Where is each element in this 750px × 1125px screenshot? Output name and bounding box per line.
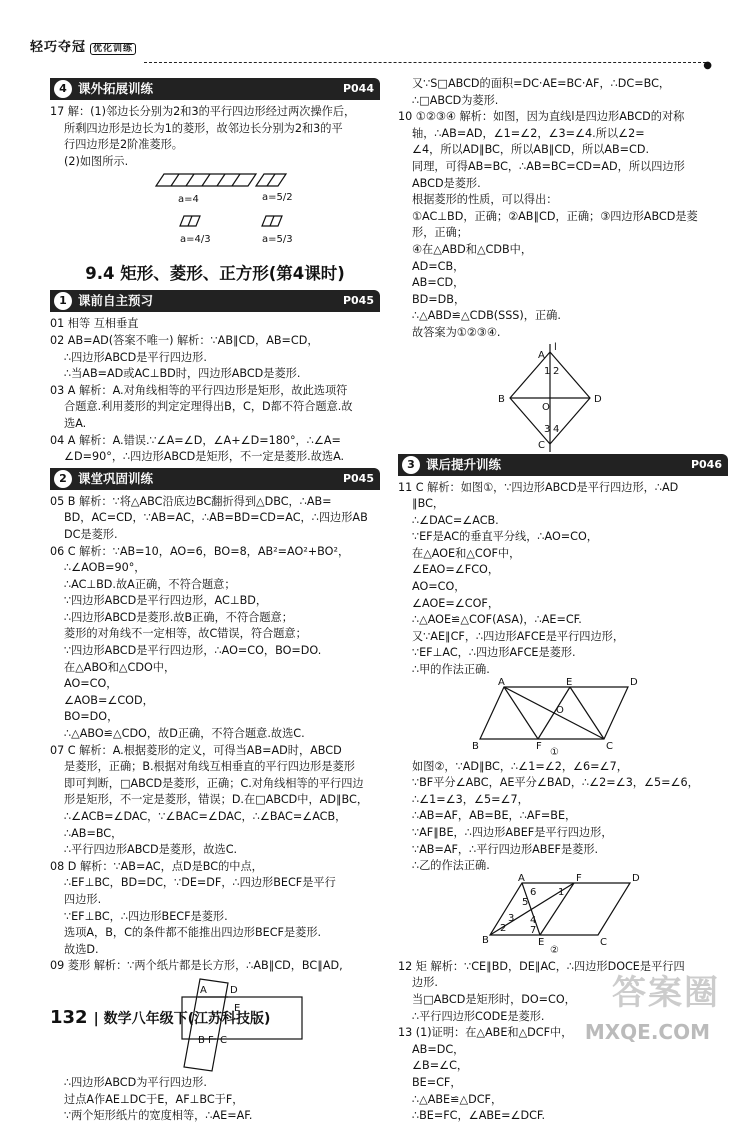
header-rule <box>144 62 706 63</box>
text-line: 同理，可得AB=BC，∴AB=BC=CD=AD，所以四边形 <box>412 159 685 173</box>
text-line: ∵EF⊥AC，∴四边形AFCE是菱形. <box>412 646 576 660</box>
text-line: ④在△ABD和△CDB中， <box>412 242 533 256</box>
fig2-label-F: F <box>576 872 582 884</box>
text-line: ∴当AB=AD或AC⊥BD时，四边形ABCD是菱形. <box>64 367 301 381</box>
text-line: 故答案为①②③④. <box>412 325 501 339</box>
text-line: ①AC⊥BD，正确；②AB∥CD，正确；③四边形ABCD是菱 <box>412 209 698 223</box>
right-column <box>398 76 728 1125</box>
text-line: 在△AOE和△COF中， <box>412 546 521 560</box>
text-line: 根据菱形的性质，可以得出： <box>412 193 558 207</box>
text-line: 行四边形是2阶准菱形。 <box>64 138 183 152</box>
text-line: ∠AOB=∠COD， <box>64 693 154 707</box>
section-band-after-class: 3 课后提升训练 P046 <box>398 454 728 476</box>
text-line: ∵EF是AC的垂直平分线，∴AO=CO， <box>412 530 598 544</box>
text-line: 合题意.利用菱形的判定定理得出B，C，D都不符合题意.故 <box>64 400 353 414</box>
text-line: ∴AC⊥BD.故A正确，不符合题意； <box>64 577 236 591</box>
text-line: 17 解：(1)邻边长分别为2和3的平行四边形经过两次操作后， <box>50 105 356 118</box>
text-line: BD，AC=CD，∵AB=AC，∴AB=BD=CD=AC，∴四边形AB <box>64 511 368 525</box>
text-line: 08 D 解析：∵AB=AC，点D是BC的中点， <box>50 859 263 873</box>
header-dot: ● <box>703 60 712 71</box>
text-line: 选项A，B，C的条件都不能推出四边形BECF是菱形. <box>64 926 322 940</box>
text-line: 13 (1)证明：在△ABE和△DCF中， <box>398 1026 573 1040</box>
text-line: ∠D=90°，∴四边形ABCD是矩形，不一定是菱形.故选A. <box>64 450 345 464</box>
fig1-label-O: O <box>556 704 564 716</box>
fig2-label-C: C <box>600 936 607 948</box>
text-line: ∵四边形ABCD是平行四边形，AC⊥BD， <box>64 594 268 608</box>
fig1-label-B: B <box>472 740 479 752</box>
text-line: 又∵AE∥CF，∴四边形AFCE是平行四边形， <box>412 629 625 643</box>
fig1-label-D: D <box>630 676 638 688</box>
q10-label-B: B <box>498 393 505 405</box>
watermark-url: MXQE.COM <box>584 1020 710 1044</box>
text-line: 是菱形，正确；B.根据对角线互相垂直的平行四边形是菱形 <box>64 760 355 774</box>
q09-label-A: A <box>200 984 207 996</box>
text-line: ∴BE=FC，∠ABE=∠DCF. <box>412 1109 546 1123</box>
fig2-caption: ② <box>550 944 559 956</box>
text-line: ∵BF平分∠ABC，AE平分∠BAD，∴∠2=∠3，∠5=∠6， <box>412 776 699 790</box>
fig1-label-F: F <box>536 740 542 752</box>
text-line: 形，正确； <box>412 226 468 240</box>
fig2-label-E: E <box>538 936 545 948</box>
text-line: ∴△AOE≌△COF(ASA)，∴AE=CF. <box>412 613 582 627</box>
q10-label-2: 2 <box>553 365 560 377</box>
text-line: 02 AB=AD(答案不唯一) 解析：∵AB∥CD，AB=CD， <box>50 333 319 347</box>
text-line: ∴∠1=∠3，∠5=∠7， <box>412 792 529 806</box>
text-line: BE=CF， <box>412 1075 462 1089</box>
text-line: 边形. <box>412 976 438 990</box>
lesson-title: 9.4 矩形、菱形、正方形(第4课时) <box>85 264 345 284</box>
text-line: ∴平行四边形CODE是菱形. <box>412 1009 545 1023</box>
text-line: ∵EF⊥BC，∴四边形BECF是菱形. <box>64 909 228 923</box>
text-line: ∴△ABO≌△CDO，故D正确，不符合题意.故选C. <box>64 727 305 741</box>
text-line: (2)如图所示. <box>64 154 129 168</box>
fig2-angle-2: 2 <box>500 922 507 934</box>
text-line: ABCD是菱形. <box>412 176 481 190</box>
text-line: 03 A 解析：A.对角线相等的平行四边形是矩形，故此选项符 <box>50 383 348 397</box>
text-line: 菱形的对角线不一定相等，故C错误，符合题意； <box>64 627 307 641</box>
text-line: 又∵S□ABCD的面积=DC·AE=BC·AF，∴DC=BC， <box>412 77 671 90</box>
left-column <box>50 76 380 1125</box>
q10-label-C: C <box>538 439 545 451</box>
text-line: 04 A 解析：A.错误.∵∠A=∠D，∠A+∠D=180°，∴∠A= <box>50 433 341 447</box>
q09-label-F: F <box>208 1034 214 1046</box>
watermark-logo: 答案圈 <box>612 973 720 1013</box>
q17-figure <box>50 172 380 254</box>
text-line: ∴甲的作法正确. <box>412 663 490 677</box>
text-line: 11 C 解析：如图①，∵四边形ABCD是平行四边形，∴AD <box>398 480 679 494</box>
q11-figure-2 <box>398 872 728 957</box>
section-band-extension: 4 课外拓展训练 P044 <box>50 78 380 100</box>
text-line: 在△ABO和△CDO中， <box>64 660 176 674</box>
q10-figure <box>398 341 728 452</box>
text-line: 即可判断，□ABCD是菱形，正确；C.对角线相等的平行四边 <box>64 776 364 790</box>
q09-label-E: E <box>234 1002 241 1014</box>
text-line: AD=CB， <box>412 259 465 273</box>
q11-figure-1 <box>398 676 728 758</box>
text-line: DC是菱形. <box>64 527 118 541</box>
q10-label-3: 3 <box>544 423 551 435</box>
fig1-label-A: A <box>498 676 505 688</box>
fig2-label-D: D <box>632 872 640 884</box>
fig2-angle-3: 3 <box>508 912 515 924</box>
text-line: 07 C 解析：A.根据菱形的定义，可得当AB=AD时，ABCD <box>50 743 342 757</box>
label-a4: a=4 <box>178 194 199 206</box>
label-a53: a=5/3 <box>262 234 293 246</box>
text-line: AB=CD， <box>412 276 465 290</box>
text-line: ∴AB=BC， <box>64 826 123 840</box>
brand-logo: 轻巧夺冠 优化训练 <box>30 40 136 58</box>
q10-label-4: 4 <box>553 423 560 435</box>
text-line: ∴∠ACB=∠DAC，∵∠BAC=∠DAC，∴∠BAC=∠ACB， <box>64 810 347 823</box>
q10-label-1: 1 <box>544 365 551 377</box>
text-line: 如图②，∵AD∥BC，∴∠1=∠2，∠6=∠7， <box>412 759 628 773</box>
text-line: ∴△ABE≌△DCF， <box>412 1092 503 1106</box>
q09-label-C: C <box>220 1034 227 1046</box>
fig2-angle-6: 6 <box>530 886 537 898</box>
text-line: 05 B 解析：∵将△ABC沿底边BC翻折得到△DBC，∴AB= <box>50 494 332 508</box>
text-line: 四边形. <box>64 892 102 906</box>
fig2-label-A: A <box>518 872 525 884</box>
text-line: BO=DO， <box>64 710 119 724</box>
text-line: BD=DB， <box>412 292 466 306</box>
fig1-label-C: C <box>606 740 613 752</box>
text-line: 当□ABCD是矩形时，DO=CO， <box>412 992 576 1006</box>
q10-label-A: A <box>538 349 545 361</box>
text-line: 01 相等 互相垂直 <box>50 317 139 331</box>
text-line: ∴△ABD≌△CDB(SSS)，正确. <box>412 309 561 323</box>
text-line: 故选D. <box>64 942 99 956</box>
label-a52: a=5/2 <box>262 192 293 204</box>
section-band-preview: 1 课前自主预习 P045 <box>50 290 380 312</box>
text-line: ∵AB=AF，∴平行四边形ABEF是菱形. <box>412 842 599 856</box>
text-line: 过点A作AE⊥DC于E，AF⊥BC于F， <box>64 1092 244 1106</box>
text-line: ∴四边形ABCD为平行四边形. <box>64 1075 207 1089</box>
text-line: ∠4，所以AD∥BC，所以AB∥CD，所以AB=CD. <box>412 143 650 157</box>
text-line: ∴四边形ABCD是平行四边形. <box>64 350 207 364</box>
text-line: 10 ①②③④ 解析：如图，因为直线l是四边形ABCD的对称 <box>398 110 685 124</box>
text-line: 06 C 解析：∵AB=10，AO=6，BO=8，AB²=AO²+BO²， <box>50 544 350 558</box>
text-line: ∴∠DAC=∠ACB. <box>412 513 499 527</box>
fig2-label-B: B <box>482 934 489 946</box>
text-line: ∴EF⊥BC，BD=DC，∵DE=DF，∴四边形BECF是平行 <box>64 876 336 890</box>
text-line: ∠AOE=∠COF， <box>412 596 500 610</box>
text-line: 12 矩 解析：∵CE∥BD，DE∥AC，∴四边形DOCE是平行四 <box>398 959 685 973</box>
q10-label-l: l <box>554 341 557 353</box>
fig2-angle-5: 5 <box>522 896 529 908</box>
text-line: 所剩四边形是边长为1的菱形，故邻边长分别为2和3的平 <box>64 121 343 135</box>
text-line: ∵四边形ABCD是平行四边形，∴AO=CO，BO=DO. <box>64 644 322 658</box>
q10-label-O: O <box>542 401 550 413</box>
text-line: ∥BC， <box>412 497 445 511</box>
q10-label-D: D <box>594 393 602 405</box>
text-line: ∴乙的作法正确. <box>412 859 490 873</box>
label-a43: a=4/3 <box>180 234 211 246</box>
page-number: 132 <box>50 1007 88 1028</box>
section-band-classroom: 2 课堂巩固训练 P045 <box>50 468 380 490</box>
text-line: 轴，∴AB=AD，∠1=∠2，∠3=∠4.所以∠2= <box>412 126 645 140</box>
text-line: ∴□ABCD为菱形. <box>412 93 499 107</box>
text-line: ∵AF∥BE，∴四边形ABEF是平行四边形， <box>412 826 613 839</box>
page-header <box>24 38 714 71</box>
fig1-label-E: E <box>566 676 573 688</box>
text-line: 09 菱形 解析：∵两个纸片都是长方形，∴AB∥CD，BC∥AD, <box>50 959 343 973</box>
text-line: ∵两个矩形纸片的宽度相等，∴AE=AF. <box>64 1109 253 1123</box>
fig2-angle-1: 1 <box>558 886 565 898</box>
text-line: AO=CO， <box>412 580 466 594</box>
fig1-caption: ① <box>550 746 559 758</box>
q09-label-B: B <box>198 1034 205 1046</box>
q09-label-D: D <box>230 984 238 996</box>
text-line: AB=DC， <box>412 1042 465 1056</box>
text-line: ∴AB=AF，AB=BE，∴AF=BE， <box>412 809 577 823</box>
fig2-angle-7: 7 <box>530 924 537 936</box>
text-line: AO=CO， <box>64 677 118 691</box>
text-line: ∴四边形ABCD是菱形.故B正确，不符合题意； <box>64 610 293 624</box>
fig2-angle-4: 4 <box>530 914 537 926</box>
text-line: 选A. <box>64 416 87 430</box>
text-line: ∴平行四边形ABCD是菱形，故选C. <box>64 843 238 857</box>
text-line: ∠EAO=∠FCO， <box>412 563 500 577</box>
page-footer: 132 | 数学八年级下(江苏科技版) <box>50 1007 271 1028</box>
text-line: 形是矩形，不一定是菱形，错误；D.在□ABCD中，AD∥BC， <box>64 793 369 807</box>
text-line: ∴∠AOB=90°， <box>64 561 146 575</box>
text-line: ∠B=∠C， <box>412 1059 469 1073</box>
book-subtitle: 数学八年级下(江苏科技版) <box>103 1011 271 1027</box>
